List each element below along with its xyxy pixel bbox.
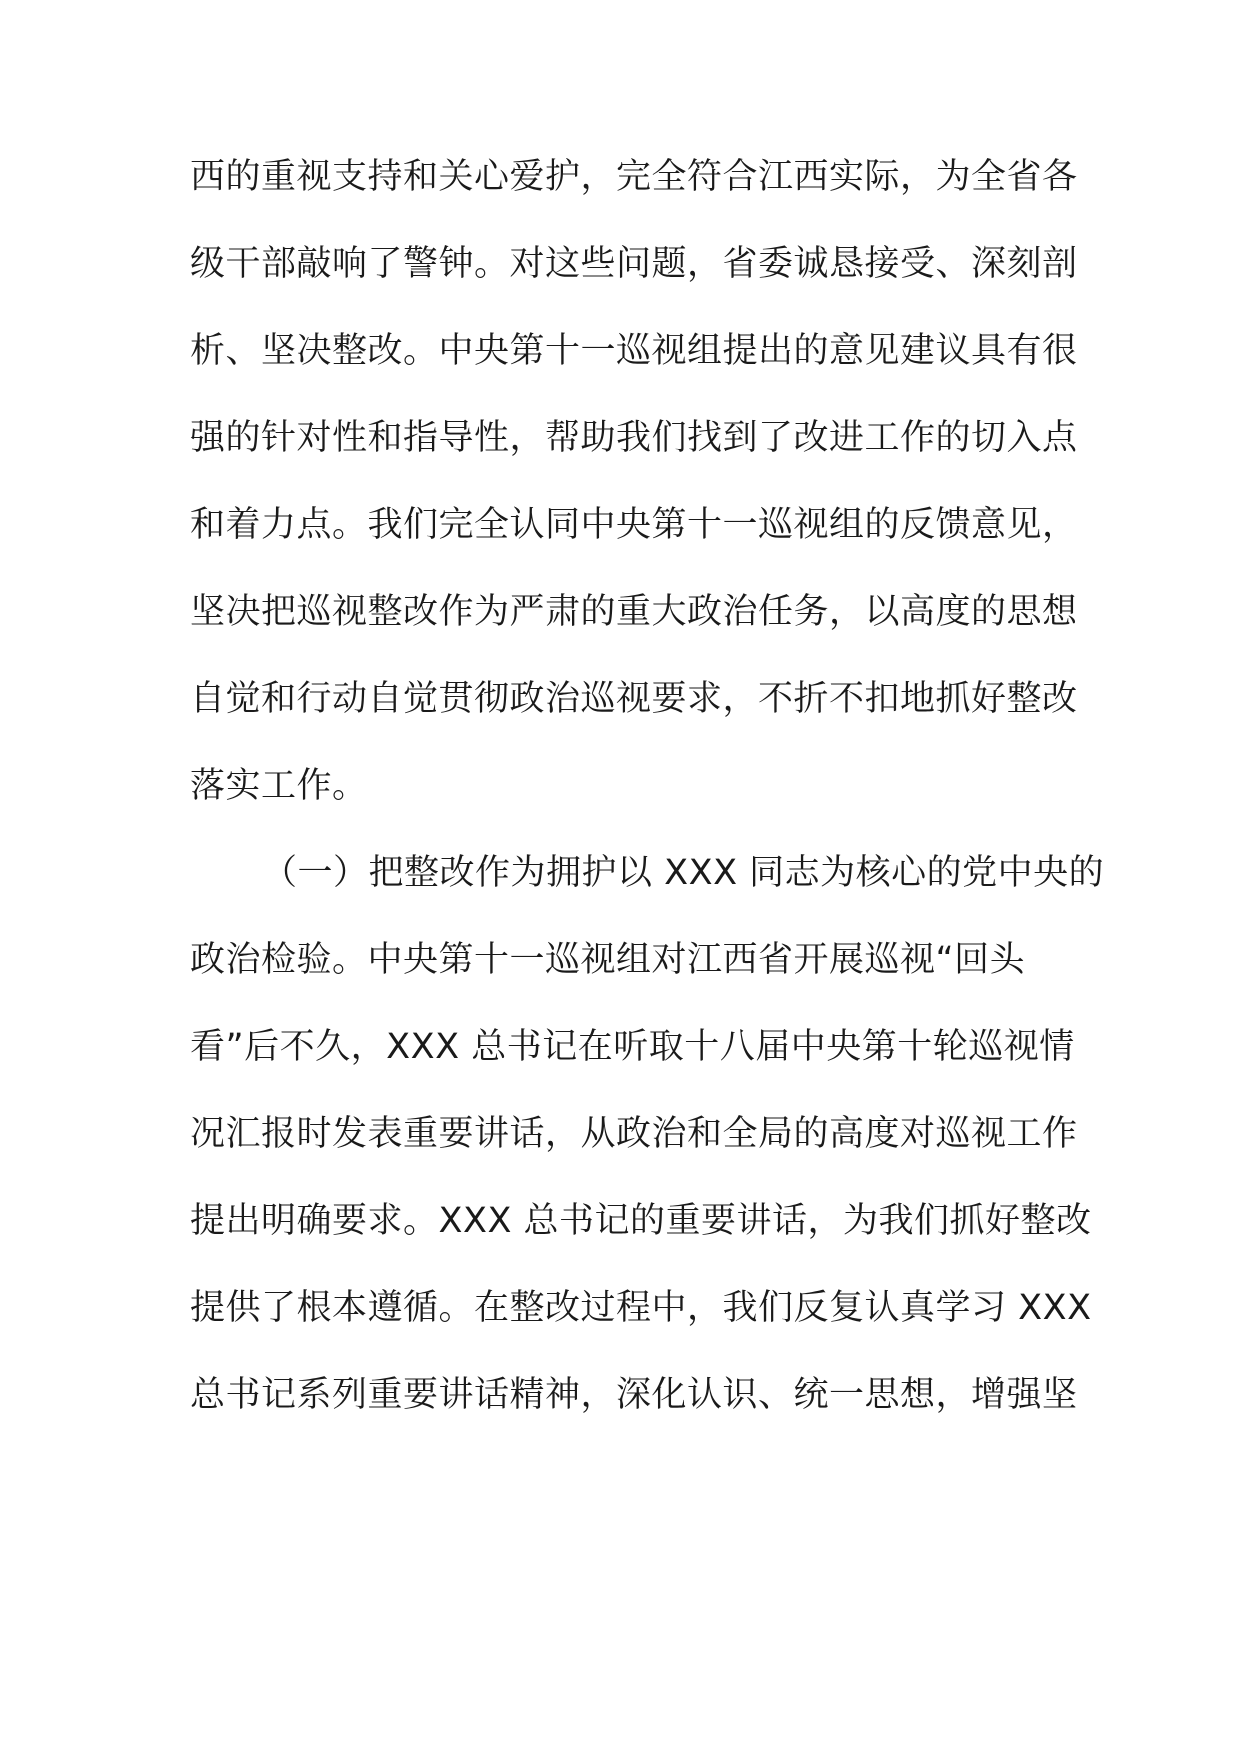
body-text-line: 西的重视支持和关心爱护，完全符合江西实际，为全省各 [190, 157, 1078, 197]
body-text-line: 政治检验。中央第十一巡视组对江西省开展巡视“回头 [190, 940, 1026, 980]
body-text-line: 析、坚决整改。中央第十一巡视组提出的意见建议具有很 [190, 331, 1078, 371]
body-text-line: 总书记系列重要讲话精神，深化认识、统一思想，增强坚 [190, 1375, 1078, 1415]
body-text-line: 和着力点。我们完全认同中央第十一巡视组的反馈意见， [190, 505, 1078, 545]
body-text-line: 自觉和行动自觉贯彻政治巡视要求，不折不扣地抓好整改 [190, 679, 1078, 719]
body-text-line: 级干部敲响了警钟。对这些问题，省委诚恳接受、深刻剖 [190, 244, 1078, 284]
body-text-line: 坚决把巡视整改作为严肃的重大政治任务，以高度的思想 [190, 592, 1078, 632]
section-heading-line: （一）把整改作为拥护以 XXX 同志为核心的党中央的 [262, 853, 1105, 893]
body-text-line: 提出明确要求。XXX 总书记的重要讲话，为我们抓好整改 [190, 1201, 1092, 1241]
body-text-line: 提供了根本遵循。在整改过程中，我们反复认真学习 XXX [190, 1288, 1092, 1328]
body-text-line: 落实工作。 [190, 766, 368, 806]
body-text-line: 看”后不久，XXX 总书记在听取十八届中央第十轮巡视情 [190, 1027, 1075, 1067]
body-text-line: 强的针对性和指导性，帮助我们找到了改进工作的切入点 [190, 418, 1078, 458]
body-text-line: 况汇报时发表重要讲话，从政治和全局的高度对巡视工作 [190, 1114, 1078, 1154]
